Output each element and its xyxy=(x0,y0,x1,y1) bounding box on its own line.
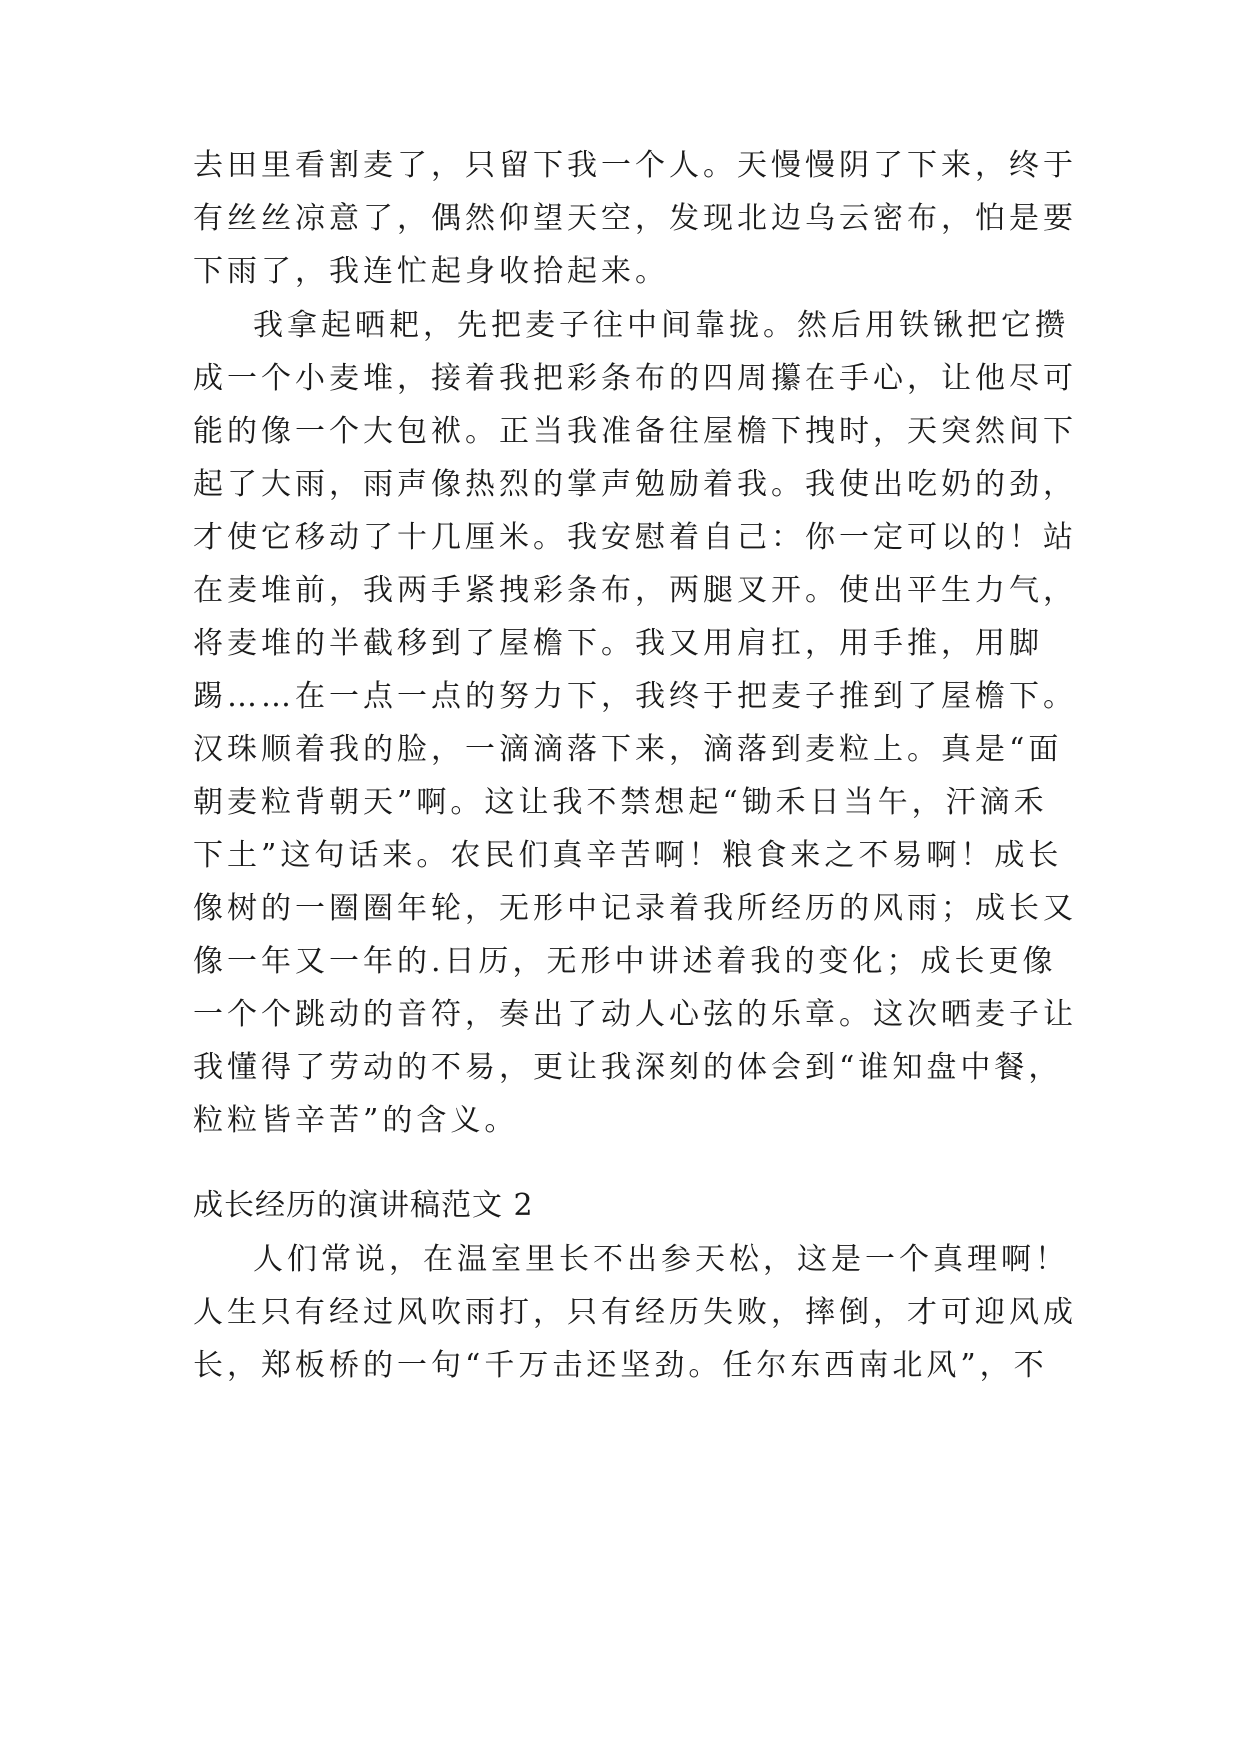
paragraph-line: 汉珠顺着我的脸，一滴滴落下来，滴落到麦粒上。真是“面 xyxy=(193,732,1063,767)
paragraph-line: 长，郑板桥的一句“千万击还坚劲。任尔东西南北风”，不 xyxy=(193,1348,1048,1383)
paragraph-line: 下雨了，我连忙起身收拾起来。 xyxy=(193,254,669,289)
paragraph-line: 下土”这句话来。农民们真辛苦啊！粮食来之不易啊！成长 xyxy=(193,838,1063,873)
paragraph-line: 我懂得了劳动的不易，更让我深刻的体会到“谁知盘中餐， xyxy=(193,1050,1063,1085)
paragraph-line: 有丝丝凉意了，偶然仰望天空，发现北边乌云密布，怕是要 xyxy=(193,201,1077,236)
paragraph-line: 粒粒皆辛苦”的含义。 xyxy=(193,1103,519,1138)
paragraph-line: 朝麦粒背朝天”啊。这让我不禁想起“锄禾日当午，汗滴禾 xyxy=(193,785,1048,820)
paragraph-line: 成一个小麦堆，接着我把彩条布的四周攥在手心，让他尽可 xyxy=(193,361,1077,396)
paragraph-line: 一个个跳动的音符，奏出了动人心弦的乐章。这次晒麦子让 xyxy=(193,997,1077,1032)
paragraph-line: 去田里看割麦了，只留下我一个人。天慢慢阴了下来，终于 xyxy=(193,148,1077,183)
paragraph-line: 能的像一个大包袱。正当我准备往屋檐下拽时，天突然间下 xyxy=(193,414,1077,449)
section-title: 成长经历的演讲稿范文 2 xyxy=(193,1188,534,1223)
paragraph-line: 像一年又一年的.日历，无形中讲述着我的变化；成长更像 xyxy=(193,944,1057,979)
paragraph-line: 起了大雨，雨声像热烈的掌声勉励着我。我使出吃奶的劲， xyxy=(193,467,1077,502)
paragraph-line: 在麦堆前，我两手紧拽彩条布，两腿叉开。使出平生力气， xyxy=(193,573,1077,608)
paragraph-line: 才使它移动了十几厘米。我安慰着自己：你一定可以的！站 xyxy=(193,520,1077,555)
paragraph-line: 像树的一圈圈年轮，无形中记录着我所经历的风雨；成长又 xyxy=(193,891,1077,926)
paragraph-line: 将麦堆的半截移到了屋檐下。我又用肩扛，用手推，用脚 xyxy=(193,626,1043,661)
paragraph-line: 我拿起晒耙，先把麦子往中间靠拢。然后用铁锹把它攒 xyxy=(253,308,1069,343)
paragraph-line: 踢……在一点一点的努力下，我终于把麦子推到了屋檐下。 xyxy=(193,679,1077,714)
paragraph-line: 人们常说，在温室里长不出参天松，这是一个真理啊！ xyxy=(253,1242,1069,1277)
paragraph-line: 人生只有经过风吹雨打，只有经历失败，摔倒，才可迎风成 xyxy=(193,1295,1077,1330)
